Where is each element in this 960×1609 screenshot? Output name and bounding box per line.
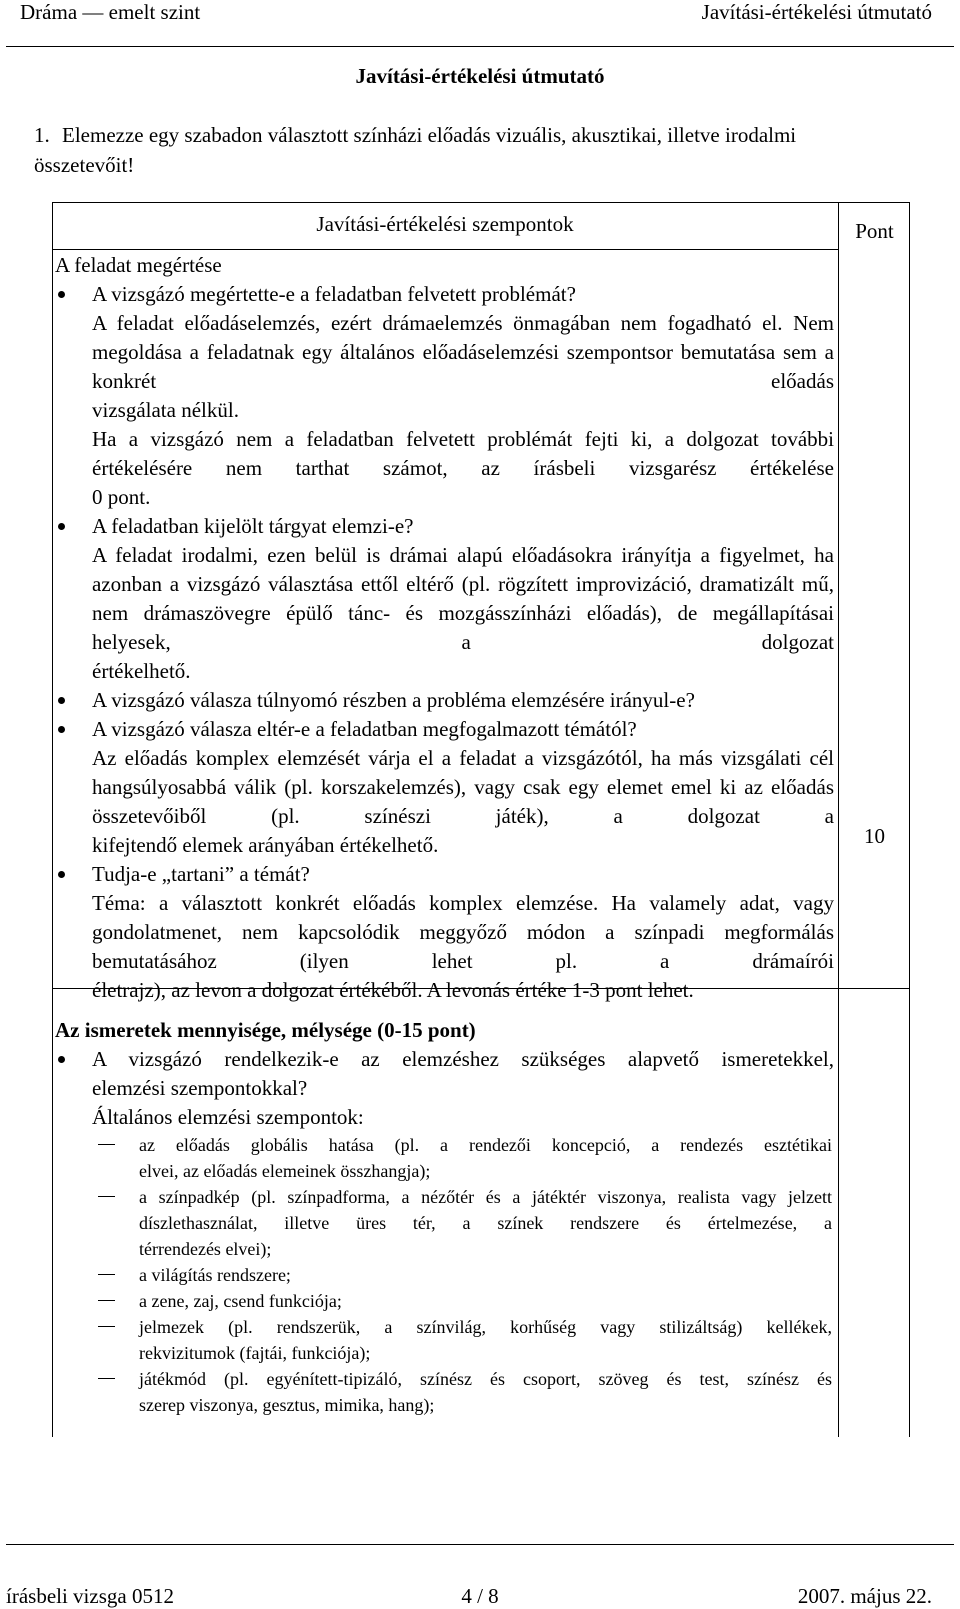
footer-exam-code: írásbeli vizsga 0512 xyxy=(6,1584,174,1608)
dash-item: a világítás rendszere; xyxy=(52,1262,838,1288)
question-line-2: összetevőit! xyxy=(34,153,135,177)
points-column-header: Pont xyxy=(855,219,894,243)
running-header-left: Dráma — emelt szint xyxy=(20,0,201,24)
bullet-explanation: Ha a vizsgázó nem a feladatban felvetett problémát fejti ki, a dolgozat további értékelésére nem tarthat számot, az írásbeli vizsgarész értékelése xyxy=(92,427,834,480)
dash-icon xyxy=(98,1378,115,1379)
bullet-icon xyxy=(58,726,65,733)
header-rule xyxy=(6,46,954,47)
question-text xyxy=(34,120,934,180)
subsection-title: Általános elemzési szempontok: xyxy=(92,1105,364,1129)
dash-item-end: elvei, az előadás elemeinek összhangja); xyxy=(139,1161,431,1181)
document-title: Javítási-értékelési útmutató xyxy=(355,64,605,88)
bullet-explanation-end: kifejtendő elemek arányában értékelhető. xyxy=(92,833,439,857)
evaluation-table xyxy=(52,202,910,1437)
question-number: 1. xyxy=(34,123,50,147)
bullet-icon xyxy=(58,291,65,298)
section-knowledge-depth xyxy=(52,1015,838,1418)
bullet-explanation-end: értékelhető. xyxy=(92,659,191,683)
dash-icon xyxy=(98,1196,115,1197)
bullet-explanation-end: vizsgálata nélkül. xyxy=(92,398,239,422)
dash-item: a zene, zaj, csend funkciója; xyxy=(52,1288,838,1314)
bullet-item: A vizsgázó megértette-e a feladatban felvetett problémát? xyxy=(52,280,838,309)
section-task-understanding xyxy=(52,250,838,1005)
dash-item: jelmezek (pl. rendszerük, a színvilág, korhűség vagy stilizáltság) kellékek, xyxy=(52,1314,838,1340)
running-header-right: Javítási-értékelési útmutató xyxy=(701,0,932,24)
section-title: A feladat megértése xyxy=(55,253,222,277)
dash-item-end: térrendezés elvei); xyxy=(139,1239,272,1259)
dash-item: játékmód (pl. egyénített-tipizáló, színész és csoport, szöveg és test, színész és xyxy=(52,1366,838,1392)
bullet-icon xyxy=(58,697,65,704)
bullet-explanation: Az előadás komplex elemzését várja el a feladat a vizsgázótól, ha más vizsgálati cél hangsúlyosabbá válik (pl. korszakelemzés), vagy csak egy elemet emel ki az előadás összetevőiből (pl. színészi játék), a dolgozat a xyxy=(92,746,834,828)
bullet-explanation-end: életrajz), az levon a dolgozat értékéből. A levonás értéke 1-3 pont lehet. xyxy=(92,978,694,1002)
bullet-explanation-end: 0 pont. xyxy=(92,485,151,509)
dash-item: az előadás globális hatása (pl. a rendezői koncepció, a rendezés esztétikai xyxy=(52,1132,838,1158)
footer-date: 2007. május 22. xyxy=(797,1584,932,1608)
section-title: Az ismeretek mennyisége, mélysége (0-15 pont) xyxy=(55,1018,476,1042)
bullet-item: A vizsgázó rendelkezik-e az elemzéshez szükséges alapvető ismeretekkel, xyxy=(52,1045,838,1074)
table-border-right xyxy=(909,202,910,1437)
bullet-item: A feladatban kijelölt tárgyat elemzi-e? xyxy=(52,512,838,541)
bullet-explanation: A feladat irodalmi, ezen belül is drámai alapú előadásokra irányítja a figyelmet, ha azonban a vizsgázó választása ettől eltérő (pl. rögzített improvizáció, dramatizált mű, nem drámaszövegre épülő tánc- és mozgásszínházi előadás), de megállapításai helyesek, a dolgozat xyxy=(92,543,834,654)
footer-page-number: 4 / 8 xyxy=(461,1584,499,1608)
bullet-explanation-end: elemzési szempontokkal? xyxy=(92,1076,308,1100)
dash-icon xyxy=(98,1300,115,1301)
table-column-divider xyxy=(838,202,839,1437)
bullet-explanation: A feladat előadáselemzés, ezért drámaelemzés önmagában nem fogadható el. Nem megoldása a feladatnak egy általános előadáselemzési szempontsor bemutatása sem a konkrét előadás xyxy=(92,311,834,393)
points-value: 10 xyxy=(864,824,885,848)
bullet-icon xyxy=(58,523,65,530)
bullet-item: Tudja-e „tartani” a témát? xyxy=(52,860,838,889)
dash-icon xyxy=(98,1144,115,1145)
dash-item-end: rekvizitumok (fajtái, funkciója); xyxy=(139,1343,371,1363)
bullet-item: A vizsgázó válasza eltér-e a feladatban megfogalmazott témától? xyxy=(52,715,838,744)
question-line-1: Elemezze egy szabadon választott színházi előadás vizuális, akusztikai, illetve irodalmi xyxy=(62,123,797,147)
bullet-icon xyxy=(58,871,65,878)
dash-item: a színpadkép (pl. színpadforma, a nézőtér és a játéktér viszonya, realista vagy jelzett díszlethasználat, illetve üres tér, a színek rendszere és értelmezése, a xyxy=(52,1184,838,1236)
criteria-column-header: Javítási-értékelési szempontok xyxy=(316,212,574,236)
dash-icon xyxy=(98,1274,115,1275)
bullet-item: A vizsgázó válasza túlnyomó részben a probléma elemzésére irányul-e? xyxy=(52,686,838,715)
bullet-icon xyxy=(58,1056,65,1063)
dash-item-end: szerep viszonya, gesztus, mimika, hang); xyxy=(139,1395,435,1415)
bullet-explanation: Téma: a választott konkrét előadás komplex elemzése. Ha valamely adat, vagy gondolatmenet, nem kapcsolódik meggyőző módon a színpadi megformálás bemutatásához (ilyen lehet pl. a drámaírói xyxy=(92,891,834,973)
table-border-top xyxy=(52,202,910,203)
footer-rule xyxy=(6,1544,954,1545)
dash-icon xyxy=(98,1326,115,1327)
